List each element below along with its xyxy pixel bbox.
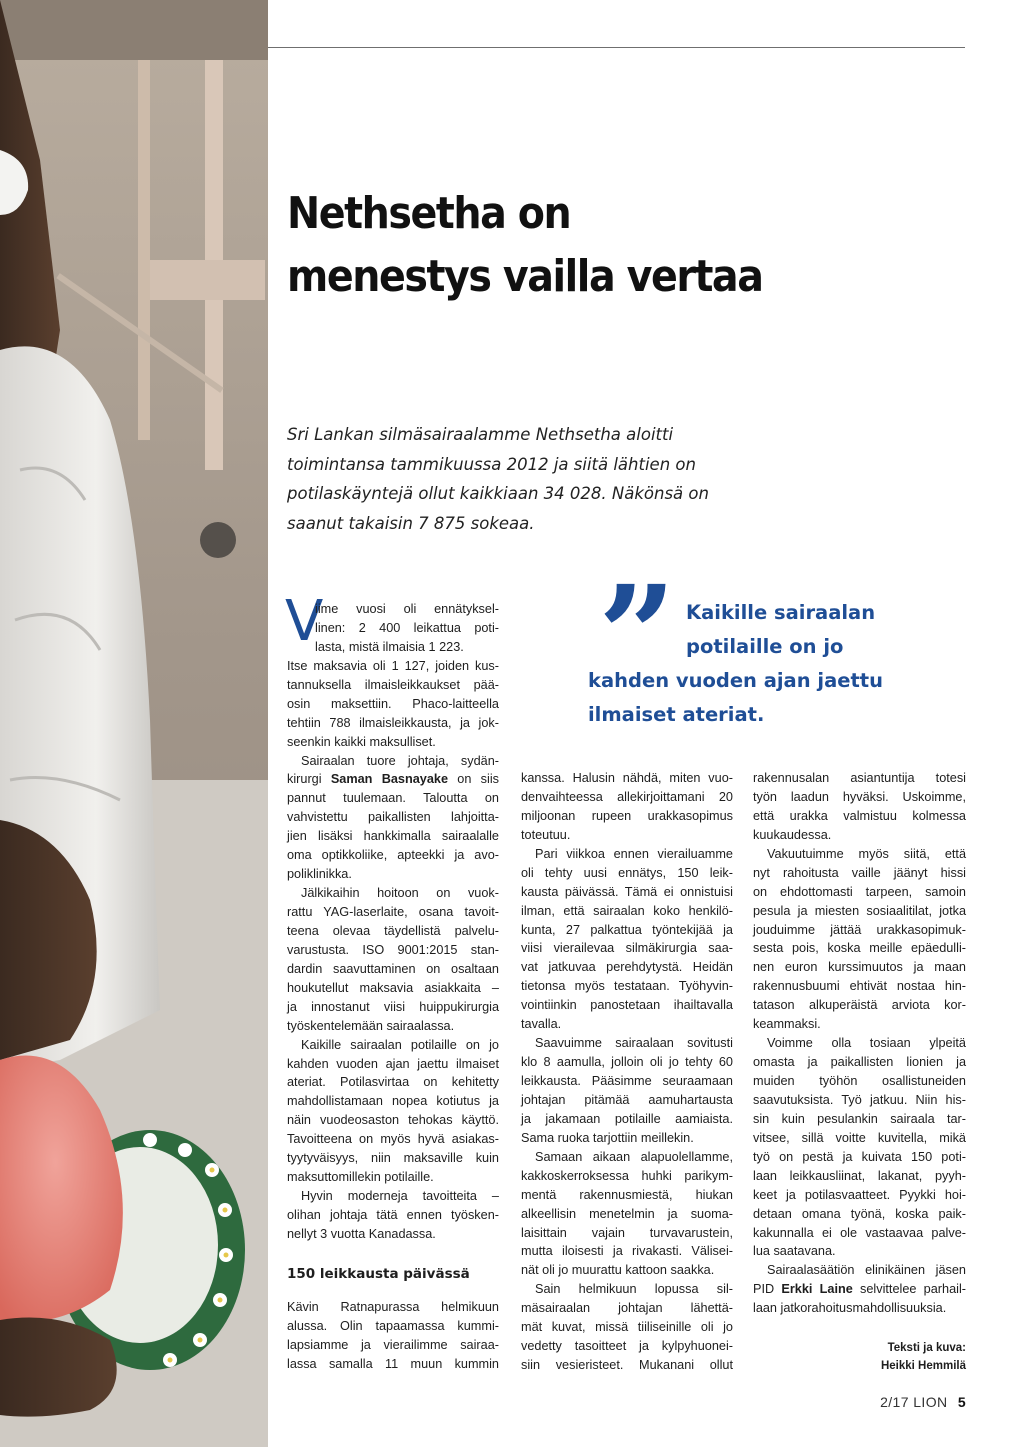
body-line: detaan omana työnä, koska paik- <box>753 1206 966 1221</box>
body-line: poliklinikka. <box>287 867 352 882</box>
lead-line: toimintansa tammikuussa 2012 ja siitä lähtien on <box>287 454 696 474</box>
body-line: työ on pestä ja kuivata 150 poti- <box>753 1149 966 1164</box>
pull-quote <box>588 596 918 732</box>
body-text: selvittelee parhail- <box>860 1282 966 1297</box>
body-line: nen euron kurssimuutos ja maan <box>753 960 966 975</box>
body-line: Sama ruoka tarjottiin meillekin. <box>521 1130 694 1145</box>
body-line: kakunnalla ei ole vastaavaa palve- <box>753 1225 966 1240</box>
page-number: 5 <box>957 1394 966 1410</box>
pull-quote-line: kahden vuoden ajan jaettu <box>588 669 883 692</box>
body-line: kahden vuoden ajan jaettu ilmaiset <box>287 1056 499 1071</box>
body-line: että urakka valmistuu kolmessa <box>753 808 966 823</box>
body-line: jien lisäksi hankkimalla sairaalalle <box>287 829 499 844</box>
photo-illustration <box>0 0 268 1447</box>
body-line: lapsiamme ja vierailimme sairaa- <box>287 1337 499 1352</box>
body-line <box>287 770 499 789</box>
body-line: klo 8 aamulla, jolloin oli jo tehty 60 <box>521 1055 733 1070</box>
body-line: kakkoskerroksessa huhki parikym- <box>521 1168 733 1183</box>
body-line: viisi vierailevaa silmäkirurgia saa- <box>521 941 733 956</box>
body-line: johtajan pitämää aamuhartausta <box>521 1092 733 1107</box>
article-title <box>287 182 899 308</box>
body-column-1 <box>287 600 499 1244</box>
body-line: tehtiin 788 ilmaisleikkausta, ja jok- <box>287 715 499 730</box>
body-line: mentä rakennusmiestä, hiukan <box>521 1187 733 1202</box>
body-line: on ehdottomasti tarpeen, samoin <box>753 884 966 899</box>
body-line: jouduimme jättää urakkasopimuk- <box>753 922 966 937</box>
body-line: sin kuin pesulankin sairaala tar- <box>753 1111 966 1126</box>
body-line: miljoonan rupeen urakkasopimus <box>521 808 733 823</box>
body-line <box>753 1280 966 1299</box>
body-line: kanssa. Halusin nähdä, miten vuo- <box>521 771 733 785</box>
body-line: alussa. Olin tapaamassa kummi- <box>287 1318 499 1333</box>
body-line: mäsairaalan johtajan lähettä- <box>521 1301 733 1316</box>
body-line: rakennusalan asiantuntija totesi <box>753 771 966 785</box>
section-subheading: 150 leikkausta päivässä <box>287 1266 470 1282</box>
quote-mark-icon: ” <box>598 556 663 716</box>
body-line: lassa samalla 11 muun kummin <box>287 1356 499 1371</box>
body-line: rattu YAG-laserlaite, osana tavoit- <box>287 905 499 919</box>
body-line: näin vuodeosaston tehokas käyttö. <box>287 1113 499 1128</box>
article-lead <box>287 420 727 538</box>
person-name: Erkki Laine <box>781 1282 853 1297</box>
body-line: ilman, että sairaalan koko henkilö- <box>521 903 733 918</box>
body-line: nyt rahoitusta vaille jäänyt hissi <box>753 865 966 880</box>
byline-credit <box>881 1339 966 1375</box>
body-line: muiden työhön osallistuneiden <box>753 1074 966 1088</box>
body-line: kausta päivässä. Tämä ei onnistuisi <box>521 884 733 899</box>
body-line: mahdollistamaan nopea kotiutus ja <box>287 1094 499 1109</box>
body-line: omasta ja paikallisten lionien ja <box>753 1055 966 1070</box>
body-line: rakennusbuumi ehtivät nostaa hin- <box>753 979 966 994</box>
body-line: pesula ja miesten sosiaalitilat, jotka <box>753 903 966 918</box>
body-line: Pari viikkoa ennen vierailuamme <box>535 846 733 861</box>
body-line: Voimme olla tosiaan ylpeitä <box>767 1036 966 1051</box>
body-line: oli tehty uusi ennätys, 150 leik- <box>521 865 733 880</box>
body-line: vointiinkin panostetaan ihailtavalla <box>521 998 733 1013</box>
body-line: Tavoitteena on myös hyvä asiakas- <box>287 1132 499 1147</box>
body-text: PID <box>753 1282 775 1297</box>
drop-cap: V <box>285 589 324 654</box>
lead-line: Sri Lankan silmäsairaalamme Nethsetha aloitti <box>287 425 674 444</box>
body-line: tatason alkuperäistä arviota kor- <box>753 998 966 1013</box>
body-line: tavalla. <box>521 1017 562 1032</box>
body-line: nät oli jo muurattu kattoon saakka. <box>521 1263 715 1278</box>
body-line: lua saatavana. <box>753 1244 836 1259</box>
body-line: Sairaalasäätiön elinikäinen jäsen <box>767 1263 966 1278</box>
body-line: Kävin Ratnapurassa helmikuun <box>287 1300 499 1314</box>
body-line: Hyvin moderneja tavoitteita – <box>301 1189 499 1204</box>
body-line: tyytyväisyys, niin maksaville kuin <box>287 1151 499 1166</box>
body-line: vedetty tasoitteet ja kylpyhuonei- <box>521 1339 733 1354</box>
body-line: alkeellisin menetelmin ja suoma- <box>521 1206 733 1221</box>
body-line: sesta pois, koska meille epäedulli- <box>753 941 966 956</box>
body-line: tannuksella ilmaisleikkaukset pää- <box>287 677 499 692</box>
body-line: dardin saavuttaminen on osaltaan <box>287 961 499 976</box>
body-line: mät kuvat, missä tiiliseinille oli jo <box>521 1320 733 1335</box>
body-line: Kaikille sairaalan potilaille on jo <box>301 1037 499 1052</box>
body-line: Itse maksavia oli 1 127, joiden kus- <box>287 658 499 673</box>
body-line: laan jatkorahoitusmahdollisuuksia. <box>753 1301 947 1316</box>
body-line: Sain helmikuun lopussa sil- <box>535 1282 733 1297</box>
body-line: keammaksi. <box>753 1017 821 1032</box>
body-line: pannut tuulemaan. Taloutta on <box>287 791 499 806</box>
body-line: vitsee, sillä voitte kuvitella, mikä <box>753 1130 966 1145</box>
body-line: linen: 2 400 leikattua poti- <box>315 620 499 635</box>
body-line: Sairaalan tuore johtaja, sydän- <box>301 753 499 768</box>
body-line: osin maksettiin. Phaco-laitteella <box>287 696 499 711</box>
credit-label: Teksti ja kuva: <box>887 1342 966 1354</box>
body-line: siin vesieristeet. Mukanani ollut <box>521 1358 733 1373</box>
body-line: laan leikkausliinat, lakanat, pyyh- <box>753 1168 966 1183</box>
body-line: toteutuu. <box>521 827 571 842</box>
body-line: Jälkikaihin hoitoon on vuok- <box>301 886 499 901</box>
article-photo <box>0 0 268 1447</box>
magazine-name: LION <box>913 1394 948 1410</box>
body-line: keet ja potilasvaatteet. Pyykki hoi- <box>753 1187 966 1202</box>
body-line: laisittain vajain turvavarustein, <box>521 1225 733 1240</box>
body-text: kirurgi <box>287 772 322 787</box>
body-line: teena olevaa täydellistä palvelu- <box>287 923 499 938</box>
body-line: työskentelemään sairaalassa. <box>287 1018 455 1033</box>
body-line: houkutellut maksavia asiakkaita – <box>287 980 499 995</box>
body-line: seenkin kaikki maksulliset. <box>287 734 436 749</box>
body-line: Samaan aikaan alapuolellamme, <box>535 1149 733 1164</box>
body-line: tietonsa myös testataan. Työhyvin- <box>521 979 733 994</box>
title-line: menestys vailla vertaa <box>287 251 763 302</box>
body-line: nellyt 3 vuotta Kanadassa. <box>287 1226 436 1241</box>
body-line: varustusta. ISO 9001:2015 stan- <box>287 942 499 957</box>
body-line: työn laadun hyväksi. Uskoimme, <box>753 789 966 804</box>
page-footer <box>880 1394 966 1410</box>
pull-quote-line: Kaikille sairaalan <box>686 601 876 624</box>
body-line: ateriat. Potilasvirtaa on kehitetty <box>287 1075 499 1090</box>
pull-quote-line: ilmaiset ateriat. <box>588 703 765 726</box>
body-line: denvaihteessa allekirjoittamani 20 <box>521 789 733 804</box>
top-divider <box>268 47 965 48</box>
body-line: ja jakamaan potilaille aamiaista. <box>521 1111 733 1126</box>
pull-quote-line: potilaille on jo <box>686 635 844 658</box>
body-line: kuukaudessa. <box>753 827 832 842</box>
body-line: maksuttomillekin potilaille. <box>287 1170 434 1185</box>
body-column-2 <box>521 769 733 1375</box>
body-line: leikkausta. Pääsimme seuraamaan <box>521 1074 733 1088</box>
issue-number: 2/17 <box>880 1394 909 1410</box>
credit-author: Heikki Hemmilä <box>880 1360 966 1372</box>
lead-line: potilaskäyntejä ollut kaikkiaan 34 028. Näkönsä on <box>287 484 709 503</box>
body-line: vat jatkuvaa perehdytystä. Heidän <box>521 960 733 975</box>
body-line: Saavuimme sairaalaan sovitusti <box>535 1036 733 1051</box>
person-name: Saman Basnayake <box>330 772 449 787</box>
title-line: Nethsetha on <box>287 188 571 239</box>
body-line: lasta, mistä ilmaisia 1 223. <box>315 639 464 654</box>
body-line: ja innostanut viisi huippukirurgia <box>287 999 499 1014</box>
body-line: mutta iloisesti ja rivakasti. Välisei- <box>521 1244 733 1259</box>
body-line: vahvistettu paikallisten lahjoitta- <box>287 810 499 825</box>
body-line: iime vuosi oli ennätyksel- <box>315 602 499 616</box>
body-line: saavutuksista. Työ jatkuu. Niin his- <box>753 1092 966 1107</box>
body-line: olihan johtaja tätä ennen työsken- <box>287 1208 499 1222</box>
body-line: kunta, 27 palkattua työntekijää ja <box>521 922 733 937</box>
lead-line: saanut takaisin 7 875 sokeaa. <box>287 513 535 533</box>
body-text: on siis <box>457 772 500 787</box>
body-line: oma optikkoliike, apteekki ja avo- <box>287 848 499 863</box>
body-column-1-continued <box>287 1298 499 1374</box>
body-line: Vakuutuimme myös siitä, että <box>767 846 966 861</box>
body-column-3 <box>753 769 966 1318</box>
